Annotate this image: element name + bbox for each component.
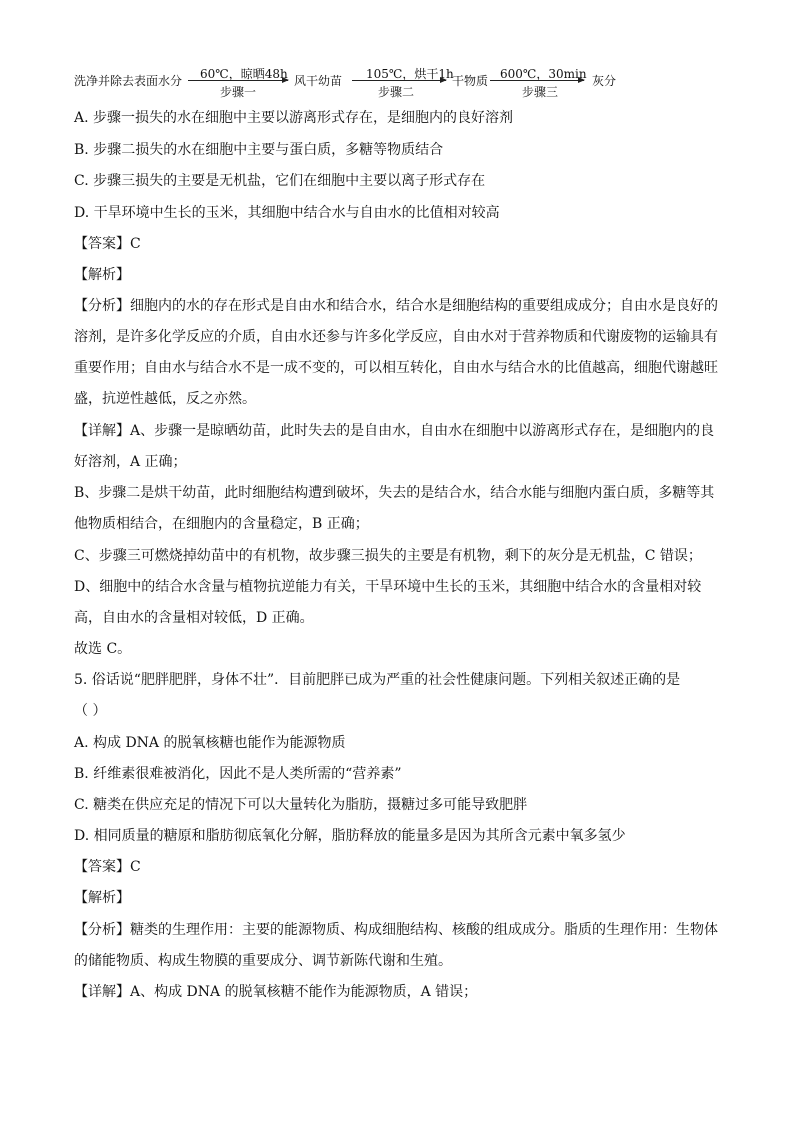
q4-detail-line-5: C、步骤三可燃烧掉幼苗中的有机物，故步骤三损失的主要是有机物，剩下的灰分是无机盐，C 错误； <box>74 548 702 564</box>
flow-step-2: 步骤二 <box>378 85 415 99</box>
flow-condition-1: 60℃，晾晒48h <box>200 67 288 81</box>
flow-step-3: 步骤三 <box>522 85 559 99</box>
q5-option-a: A. 构成 DNA 的脱氧核糖也能作为能源物质 <box>74 735 346 751</box>
q4-detail-line-7: 高，自由水的含量相对较低，D 正确。 <box>74 610 314 626</box>
q4-answer: 【答案】C <box>74 236 141 252</box>
q4-option-d: D. 干旱环境中生长的玉米，其细胞中结合水与自由水的比值相对较高 <box>74 205 500 221</box>
flow-condition-2: 105℃，烘干1h <box>366 67 454 81</box>
q4-detail-line-6: D、细胞中的结合水含量与植物抗逆能力有关，干旱环境中生长的玉米，其细胞中结合水的含量相对较 <box>74 579 702 595</box>
q4-analysis-line-4: 盛，抗逆性越低，反之亦然。 <box>74 391 256 407</box>
q5-stem: 5. 俗话说“肥胖肥胖，身体不壮”．目前肥胖已成为严重的社会性健康问题。下列相关叙述正确的是 <box>74 672 681 688</box>
flow-step-1: 步骤一 <box>220 85 257 99</box>
experiment-flow-diagram <box>74 60 634 100</box>
q5-answer: 【答案】C <box>74 859 141 875</box>
flow-condition-3: 600℃，30min <box>500 67 587 81</box>
flow-arrow-1 <box>188 80 288 81</box>
q4-analysis-line-3: 重要作用；自由水与结合水不是一成不变的，可以相互转化，自由水与结合水的比值越高，细胞代谢越旺 <box>74 360 718 376</box>
q4-option-b: B. 步骤二损失的水在细胞中主要与蛋白质，多糖等物质结合 <box>74 142 444 158</box>
q4-detail-line-4: 他物质相结合，在细胞内的含量稳定，B 正确； <box>74 516 369 532</box>
flow-start: 洗净并除去表面水分 <box>74 74 183 88</box>
q4-detail-line-1: 【详解】A、步骤一是晾晒幼苗，此时失去的是自由水，自由水在细胞中以游离形式存在，是细胞内的良 <box>74 423 715 439</box>
q5-analysis-line-1: 【分析】糖类的生理作用：主要的能源物质、构成细胞结构、核酸的组成成分。脂质的生理作用：生物体 <box>74 922 718 938</box>
q4-detail-line-2: 好溶剂，A 正确； <box>74 454 187 470</box>
flow-node-2: 干物质 <box>452 74 489 88</box>
flow-arrow-3 <box>490 80 584 81</box>
flow-end: 灰分 <box>592 74 617 88</box>
q5-analysis-heading: 【解析】 <box>74 890 130 906</box>
flow-node-1: 风干幼苗 <box>294 74 343 88</box>
q5-detail-line-1: 【详解】A、构成 DNA 的脱氧核糖不能作为能源物质，A 错误； <box>74 984 478 1000</box>
q5-option-d: D. 相同质量的糖原和脂肪彻底氧化分解，脂肪释放的能量多是因为其所含元素中氧多氢少 <box>74 828 626 844</box>
flow-arrow-2 <box>352 80 446 81</box>
q5-option-b: B. 纤维素很难被消化，因此不是人类所需的“营养素” <box>74 766 402 782</box>
q5-answer-parentheses: （ ） <box>74 703 107 719</box>
q4-option-c: C. 步骤三损失的主要是无机盐，它们在细胞中主要以离子形式存在 <box>74 173 486 189</box>
q5-analysis-line-2: 的储能物质、构成生物膜的重要成分、调节新陈代谢和生殖。 <box>74 953 452 969</box>
q4-analysis-line-1: 【分析】细胞内的水的存在形式是自由水和结合水，结合水是细胞结构的重要组成成分；自由水是良好的 <box>74 298 718 314</box>
q4-detail-line-3: B、步骤二是烘干幼苗，此时细胞结构遭到破坏，失去的是结合水，结合水能与细胞内蛋白质，多糖等其 <box>74 485 715 501</box>
q5-option-c: C. 糖类在供应充足的情况下可以大量转化为脂肪，摄糖过多可能导致肥胖 <box>74 797 528 813</box>
q4-analysis-line-2: 溶剂，是许多化学反应的介质，自由水还参与许多化学反应，自由水对于营养物质和代谢废物的运输具有 <box>74 329 718 345</box>
q4-option-a: A. 步骤一损失的水在细胞中主要以游离形式存在，是细胞内的良好溶剂 <box>74 110 514 126</box>
q4-conclusion: 故选 C。 <box>74 641 132 657</box>
q4-analysis-heading: 【解析】 <box>74 267 130 283</box>
